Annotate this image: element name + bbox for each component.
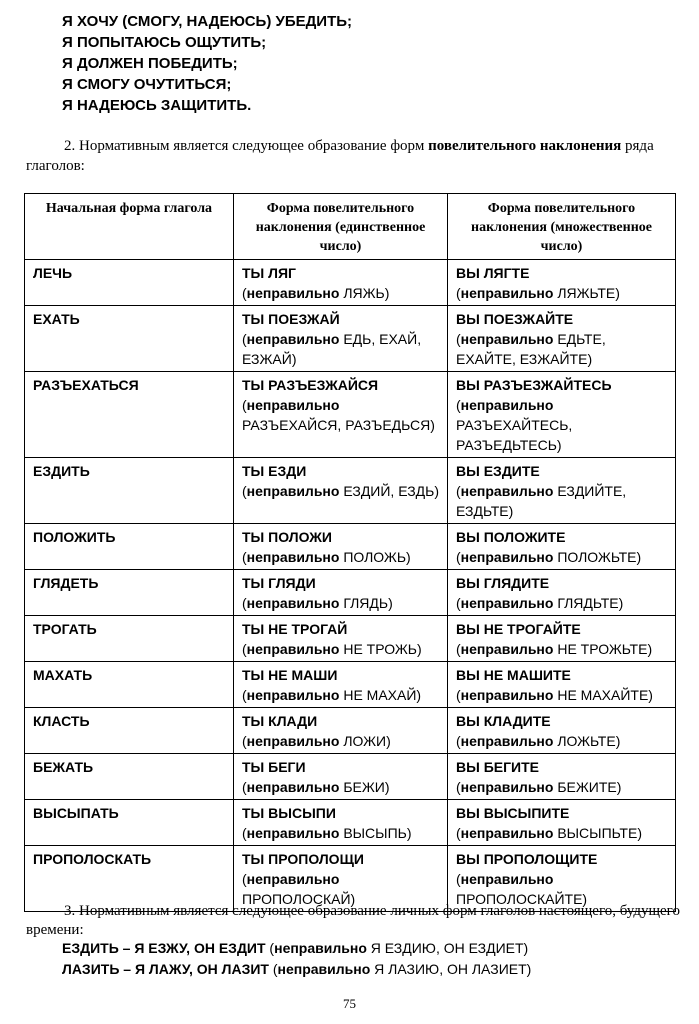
wrong-form: ГЛЯДЬ [343,595,389,611]
plural-cell [448,708,676,754]
wrong-label: неправильно [460,825,554,841]
singular-cell-wrong-note: (неправильно ЕЗДИЙ, ЕЗДЬ) [242,483,440,499]
wrong-form: РАЗЪЕХАЙТЕСЬ, РАЗЪЕДЬТЕСЬ [456,417,573,453]
wrong-form: ЕДЬ, ЕХАЙ, ЕЗЖАЙ [242,331,422,367]
plural-cell-wrong-note: (неправильно ПРОПОЛОСКАЙТЕ) [456,871,588,907]
plural-cell-wrong-note: (неправильно ГЛЯДЬТЕ) [456,595,624,611]
table-row [25,570,676,616]
wrong-label: неправильно [246,549,340,565]
table-row [25,458,676,524]
verb-infinitive: КЛАСТЬ [25,708,234,754]
singular-cell-form: ТЫ ЛЯГ [242,265,296,281]
wrong-form: ВЫСЫПЬ [343,825,407,841]
table-row [25,524,676,570]
wrong-form: ПОЛОЖЬ [343,549,407,565]
example-correct: ЕЗДИТЬ – Я ЕЗЖУ, ОН ЕЗДИТ [62,940,266,956]
singular-cell-wrong-note: (неправильно НЕ ТРОЖЬ) [242,641,422,657]
wrong-form: ГЛЯДЬТЕ [557,595,619,611]
wrong-label: неправильно [246,595,340,611]
verb-infinitive: ГЛЯДЕТЬ [25,570,234,616]
intro-line: Я СМОГУ ОЧУТИТЬСЯ; [62,76,232,93]
plural-cell [448,754,676,800]
plural-cell [448,306,676,372]
wrong-label: неправильно [460,687,554,703]
example-correct: ЛАЗИТЬ – Я ЛАЖУ, ОН ЛАЗИТ [62,961,269,977]
wrong-label: неправильно [460,331,554,347]
plural-cell [448,458,676,524]
wrong-label: неправильно [246,825,340,841]
plural-cell [448,372,676,458]
table-header-row [25,194,676,260]
wrong-label: неправильно [246,779,340,795]
singular-cell-form: ТЫ РАЗЪЕЗЖАЙСЯ [242,377,379,393]
verb-infinitive: РАЗЪЕХАТЬСЯ [25,372,234,458]
header-singular: Форма повелительного наклонения (единственное число) [234,194,448,260]
imperative-forms-table [24,193,676,912]
plural-cell-form: ВЫ РАЗЪЕЗЖАЙТЕСЬ [456,377,612,393]
plural-cell-form: ВЫ ПОЕЗЖАЙТЕ [456,311,574,327]
plural-cell [448,616,676,662]
singular-cell-form: ТЫ ПОЕЗЖАЙ [242,311,340,327]
plural-cell-wrong-note: (неправильно ЕЗДИЙТЕ, ЕЗДЬТЕ) [456,483,627,519]
plural-cell-form: ВЫ ПОЛОЖИТЕ [456,529,566,545]
wrong-form: БЕЖИ [343,779,385,795]
plural-cell [448,570,676,616]
singular-cell [234,570,448,616]
table-row [25,260,676,306]
singular-cell-wrong-note: (неправильно ЛОЖИ) [242,733,391,749]
singular-cell-wrong-note: (неправильно ЛЯЖЬ) [242,285,390,301]
verb-infinitive: МАХАТЬ [25,662,234,708]
verb-infinitive: ТРОГАТЬ [25,616,234,662]
singular-cell-wrong-note: (неправильно ГЛЯДЬ) [242,595,393,611]
singular-cell-wrong-note: (неправильно РАЗЪЕХАЙСЯ, РАЗЪЕДЬСЯ) [242,397,435,433]
wrong-form: НЕ МАХАЙ [343,687,417,703]
singular-cell [234,306,448,372]
verb-infinitive: ЛЕЧЬ [25,260,234,306]
singular-cell-wrong-note: (неправильно ПОЛОЖЬ) [242,549,411,565]
table-row [25,372,676,458]
verb-infinitive: ВЫСЫПАТЬ [25,800,234,846]
singular-cell [234,662,448,708]
wrong-form: ЕДЬТЕ, ЕХАЙТЕ, ЕЗЖАЙТЕ [456,331,606,367]
wrong-label: неправильно [246,397,340,413]
wrong-label: неправильно [460,779,554,795]
wrong-form: НЕ МАХАЙТЕ [557,687,649,703]
paragraph-3: 3. Нормативным является следующее образование личных форм глаголов настоящего, будущего времени: [26,903,680,938]
plural-cell-form: ВЫ ЕЗДИТЕ [456,463,540,479]
plural-cell-wrong-note: (неправильно ЛОЖЬТЕ) [456,733,621,749]
plural-cell-form: ВЫ БЕГИТЕ [456,759,539,775]
singular-cell-form: ТЫ ПОЛОЖИ [242,529,332,545]
wrong-form: НЕ ТРОЖЬТЕ [557,641,648,657]
wrong-label: неправильно [246,641,340,657]
singular-cell-form: ТЫ ПРОПОЛОЩИ [242,851,364,867]
singular-cell [234,754,448,800]
wrong-form: ПРОПОЛОСКАЙ [242,891,351,907]
plural-cell-form: ВЫ ПРОПОЛОЩИТЕ [456,851,598,867]
wrong-label: неправильно [246,483,340,499]
plural-cell [448,524,676,570]
singular-cell-wrong-note: (неправильно НЕ МАХАЙ) [242,687,422,703]
intro-line: Я ПОПЫТАЮСЬ ОЩУТИТЬ; [62,34,267,51]
wrong-form: ЛЯЖЬТЕ [557,285,616,301]
verb-infinitive: БЕЖАТЬ [25,754,234,800]
wrong-label: неправильно [460,733,554,749]
wrong-label: неправильно [460,549,554,565]
singular-cell [234,616,448,662]
singular-cell-form: ТЫ НЕ МАШИ [242,667,338,683]
table-row [25,662,676,708]
paragraph-2-lead: 2. Нормативным является следующее образование форм [64,138,429,154]
wrong-form: ЛОЖИ [343,733,387,749]
singular-cell [234,372,448,458]
wrong-label: неправильно [246,331,340,347]
wrong-form: ЕЗДИЙ, ЕЗДЬ [343,483,435,499]
plural-cell [448,260,676,306]
example-wrong-label: неправильно [274,940,367,956]
example-line: ЕЗДИТЬ – Я ЕЗЖУ, ОН ЕЗДИТ (неправильно Я ЕЗДИЮ, ОН ЕЗДИЕТ) [62,940,529,956]
wrong-form: ПРОПОЛОСКАЙТЕ [456,891,583,907]
verb-infinitive: ПОЛОЖИТЬ [25,524,234,570]
plural-cell [448,662,676,708]
wrong-form: НЕ ТРОЖЬ [343,641,417,657]
table-body [25,260,676,912]
singular-cell-form: ТЫ НЕ ТРОГАЙ [242,621,348,637]
plural-cell-wrong-note: (неправильно НЕ МАХАЙТЕ) [456,687,653,703]
singular-cell-wrong-note: (неправильно ПРОПОЛОСКАЙ) [242,871,356,907]
table-row [25,708,676,754]
intro-list [62,11,352,116]
wrong-form: ПОЛОЖЬТЕ [557,549,637,565]
wrong-form: ЕЗДИЙТЕ, ЕЗДЬТЕ [456,483,627,519]
singular-cell-form: ТЫ БЕГИ [242,759,306,775]
verb-infinitive: ПРОПОЛОСКАТЬ [25,846,234,912]
plural-cell-form: ВЫ НЕ МАШИТЕ [456,667,571,683]
singular-cell-form: ТЫ ЕЗДИ [242,463,307,479]
wrong-form: ЛОЖЬТЕ [557,733,616,749]
verb-infinitive: ЕХАТЬ [25,306,234,372]
header-initial-form: Начальная форма глагола [25,194,234,260]
wrong-label: неправильно [246,687,340,703]
singular-cell-form: ТЫ ВЫСЫПИ [242,805,336,821]
plural-cell-wrong-note: (неправильно ЕДЬТЕ, ЕХАЙТЕ, ЕЗЖАЙТЕ) [456,331,606,367]
plural-cell-wrong-note: (неправильно ПОЛОЖЬТЕ) [456,549,642,565]
wrong-label: неправильно [460,483,554,499]
paragraph-2 [26,136,681,176]
example-wrong: Я ЛАЗИЮ, ОН ЛАЗИЕТ [374,961,527,977]
table-row [25,616,676,662]
singular-cell [234,708,448,754]
plural-cell-wrong-note: (неправильно БЕЖИТЕ) [456,779,622,795]
wrong-label: неправильно [460,641,554,657]
table-row [25,306,676,372]
plural-cell-wrong-note: (неправильно РАЗЪЕХАЙТЕСЬ, РАЗЪЕДЬТЕСЬ) [456,397,573,453]
paragraph-2-term: повелительного наклонения [428,138,622,154]
wrong-form: ВЫСЫПЬТЕ [557,825,638,841]
wrong-label: неправильно [460,285,554,301]
singular-cell-wrong-note: (неправильно БЕЖИ) [242,779,390,795]
singular-cell-form: ТЫ ГЛЯДИ [242,575,316,591]
page-number: 75 [343,996,356,1011]
paragraph-2-tail: ряда глаголов: [26,138,654,174]
wrong-label: неправильно [246,285,340,301]
verb-infinitive: ЕЗДИТЬ [25,458,234,524]
table-row [25,754,676,800]
plural-cell-wrong-note: (неправильно НЕ ТРОЖЬТЕ) [456,641,653,657]
wrong-label: неправильно [246,871,340,887]
example-wrong: Я ЕЗДИЮ, ОН ЕЗДИЕТ [370,940,524,956]
example-line: ЛАЗИТЬ – Я ЛАЖУ, ОН ЛАЗИТ (неправильно Я ЛАЗИЮ, ОН ЛАЗИЕТ) [62,961,532,977]
plural-cell-wrong-note: (неправильно ВЫСЫПЬТЕ) [456,825,642,841]
wrong-form: ЛЯЖЬ [343,285,385,301]
plural-cell-wrong-note: (неправильно ЛЯЖЬТЕ) [456,285,620,301]
header-plural: Форма повелительного наклонения (множественное число) [448,194,676,260]
wrong-label: неправильно [460,871,554,887]
wrong-label: неправильно [246,733,340,749]
plural-cell-form: ВЫ ГЛЯДИТЕ [456,575,550,591]
singular-cell [234,260,448,306]
singular-cell-form: ТЫ КЛАДИ [242,713,318,729]
singular-cell [234,800,448,846]
wrong-form: БЕЖИТЕ [557,779,617,795]
plural-cell-form: ВЫ ВЫСЫПИТЕ [456,805,570,821]
intro-line: Я ХОЧУ (СМОГУ, НАДЕЮСЬ) УБЕДИТЬ; [62,13,353,30]
plural-cell-form: ВЫ КЛАДИТЕ [456,713,551,729]
singular-cell-wrong-note: (неправильно ВЫСЫПЬ) [242,825,412,841]
plural-cell [448,800,676,846]
table-row [25,800,676,846]
intro-line: Я НАДЕЮСЬ ЗАЩИТИТЬ. [62,97,252,114]
example-wrong-label: неправильно [277,961,371,977]
wrong-form: РАЗЪЕХАЙСЯ, РАЗЪЕДЬСЯ [242,417,431,433]
wrong-label: неправильно [460,595,554,611]
plural-cell-form: ВЫ ЛЯГТЕ [456,265,530,281]
intro-line: Я ДОЛЖЕН ПОБЕДИТЬ; [62,55,238,72]
singular-cell [234,458,448,524]
singular-cell-wrong-note: (неправильно ЕДЬ, ЕХАЙ, ЕЗЖАЙ) [242,331,422,367]
singular-cell [234,524,448,570]
wrong-label: неправильно [460,397,554,413]
plural-cell-form: ВЫ НЕ ТРОГАЙТЕ [456,621,581,637]
